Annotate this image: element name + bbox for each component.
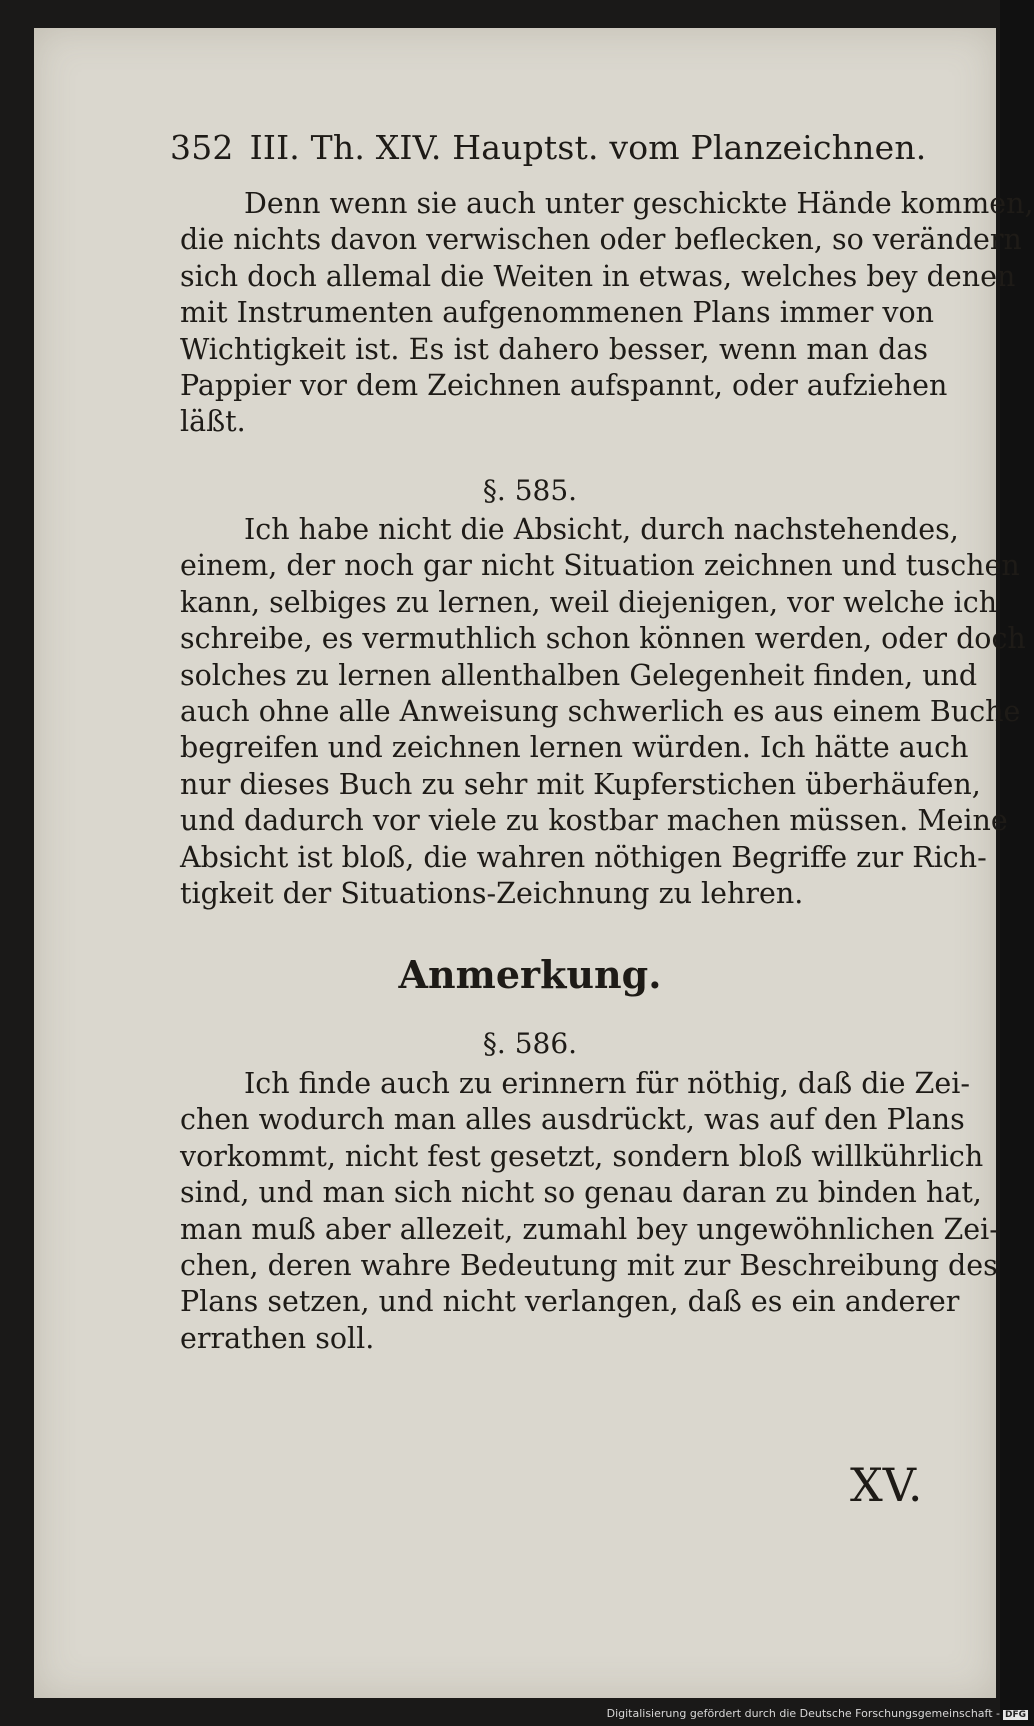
text-line: man muß aber allezeit, zumahl bey ungewöhnlichen Zei-	[180, 1212, 999, 1246]
text-line: tigkeit der Situations-Zeichnung zu lehren.	[180, 876, 804, 910]
running-title: III. Th. XIV. Hauptst. vom Planzeichnen.	[249, 128, 927, 167]
text-line: sich doch allemal die Weiten in etwas, welches bey denen	[180, 259, 1016, 293]
text-line: chen, deren wahre Bedeutung mit zur Beschreibung des	[180, 1248, 998, 1282]
text-line: vorkommt, nicht fest gesetzt, sondern bloß willkührlich	[180, 1139, 984, 1173]
paragraph-3	[180, 1066, 999, 1357]
text-line: errathen soll.	[180, 1321, 375, 1355]
text-line: Ich finde auch zu erinnern für nöthig, daß die Zei-	[244, 1067, 970, 1100]
text-line: chen wodurch man alles ausdrückt, was auf den Plans	[180, 1103, 965, 1137]
text-line: mit Instrumenten aufgenommenen Plans immer von	[180, 296, 935, 330]
running-header	[170, 128, 930, 167]
page-number: 352	[170, 128, 234, 167]
text-line: begreifen und zeichnen lernen würden. Ich hätte auch	[180, 731, 969, 765]
text-line: nur dieses Buch zu sehr mit Kupferstichen überhäufen,	[180, 767, 981, 801]
catchword: XV.	[850, 1458, 923, 1512]
dfg-logo: DFG	[1004, 1710, 1026, 1720]
text-line: die nichts davon verwischen oder beflecken, so verändern	[180, 223, 1022, 257]
text-line: sind, und man sich nicht so genau daran zu binden hat,	[180, 1176, 982, 1210]
text-line: auch ohne alle Anweisung schwerlich es aus einem Buche	[180, 694, 1021, 728]
text-line: Ich habe nicht die Absicht, durch nachstehendes,	[244, 513, 959, 546]
digitization-credit	[607, 1707, 1028, 1720]
text-line: Wichtigkeit ist. Es ist dahero besser, wenn man das	[180, 332, 928, 366]
text-line: einem, der noch gar nicht Situation zeichnen und tuschen	[180, 549, 1020, 583]
section-heading: Anmerkung.	[398, 952, 662, 997]
paragraph-2	[180, 512, 1026, 912]
text-line: kann, selbiges zu lernen, weil diejenigen, vor welche ich	[180, 585, 998, 619]
credit-text: Digitalisierung gefördert durch die Deutsche Forschungsgemeinschaft -	[606, 1707, 1000, 1720]
section-number-586: §. 586.	[482, 1027, 578, 1060]
text-line: und dadurch vor viele zu kostbar machen müssen. Meine	[180, 804, 1008, 838]
text-line: Absicht ist bloß, die wahren nöthigen Begriffe zur Rich-	[180, 840, 987, 874]
section-number-585: §. 585.	[482, 474, 578, 507]
text-line: Plans setzen, und nicht verlangen, daß es ein anderer	[180, 1285, 960, 1319]
text-line: Denn wenn sie auch unter geschickte Hände kommen,	[244, 187, 1034, 220]
text-line: läßt.	[180, 405, 246, 439]
paragraph-1	[180, 186, 1034, 441]
text-line: schreibe, es vermuthlich schon können werden, oder doch	[180, 622, 1026, 656]
text-line: Pappier vor dem Zeichnen aufspannt, oder aufziehen	[180, 368, 948, 402]
text-line: solches zu lernen allenthalben Gelegenheit finden, und	[180, 658, 978, 692]
